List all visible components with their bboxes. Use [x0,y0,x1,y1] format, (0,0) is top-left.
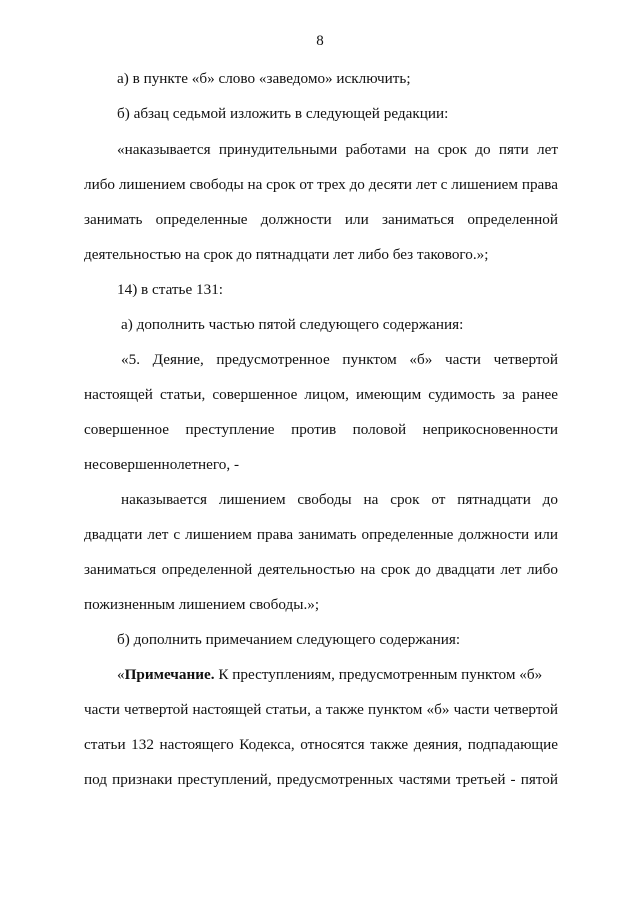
quote-mark: « [117,666,125,683]
text-line: занимать определенные должности или заниматься определенной [84,211,558,228]
text-line: либо лишением свободы на срок от трех до десяти лет с лишением права [84,176,558,193]
text-line: совершенное преступление против половой неприкосновенности [84,421,558,438]
note-text: К преступлениям, предусмотренным пунктом «б» [214,666,543,683]
text-line: двадцати лет с лишением права занимать определенные должности или [84,526,558,543]
text-line: «5. Деяние, предусмотренное пунктом «б» части четвертой [121,351,558,368]
text-line: б) абзац седьмой изложить в следующей редакции: [117,105,449,122]
text-line: части четвертой настоящей статьи, а также пунктом «б» части четвертой [84,701,558,718]
text-line: статьи 132 настоящего Кодекса, относятся также деяния, подпадающие [84,736,558,753]
text-line: наказывается лишением свободы на срок от пятнадцати до [121,491,558,508]
text-line: под признаки преступлений, предусмотренных частями третьей - пятой [84,771,558,788]
note-line [117,665,558,685]
text-line: а) дополнить частью пятой следующего содержания: [121,316,464,333]
text-line: заниматься определенной деятельностью на срок до двадцати лет либо [84,561,558,578]
page-number: 8 [316,33,324,49]
text-line: несовершеннолетнего, - [84,456,240,473]
note-heading: Примечание. [124,666,215,683]
text-line: настоящей статьи, совершенное лицом, имеющим судимость за ранее [84,386,558,403]
text-line: б) дополнить примечанием следующего содержания: [117,631,461,648]
text-line: пожизненным лишением свободы.»; [84,596,320,613]
text-line: деятельностью на срок до пятнадцати лет либо без такового.»; [84,246,489,263]
text-line: «наказывается принудительными работами на срок до пяти лет [117,141,558,158]
text-line: 14) в статье 131: [117,281,224,298]
text-line: а) в пункте «б» слово «заведомо» исключить; [117,70,411,87]
